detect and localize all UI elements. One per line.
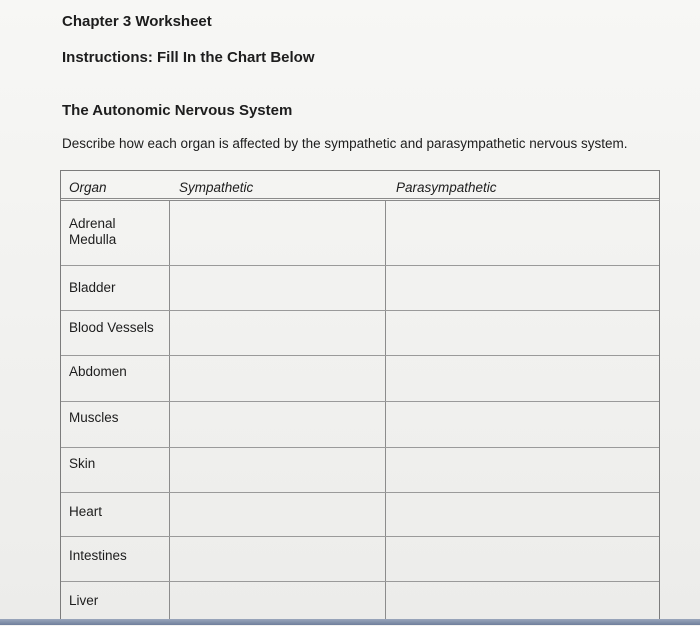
sympathetic-cell[interactable] (170, 402, 385, 447)
sympathetic-cell[interactable] (170, 493, 385, 536)
organ-label: Bladder (69, 280, 116, 295)
chart-row (61, 448, 659, 493)
chart-row (61, 537, 659, 582)
parasympathetic-cell[interactable] (386, 311, 659, 355)
chart-row (61, 493, 659, 537)
chart-row (61, 356, 659, 402)
organ-label: Liver (69, 593, 99, 608)
organ-label: Heart (69, 504, 103, 519)
organ-label: Intestines (69, 548, 127, 563)
chart-header-row (61, 171, 659, 201)
organ-label: Adrenal Medulla (69, 216, 117, 247)
chart-row (61, 266, 659, 311)
sympathetic-cell[interactable] (170, 448, 385, 492)
chart-row (61, 402, 659, 448)
chart-row (61, 311, 659, 356)
sympathetic-cell[interactable] (170, 266, 385, 310)
autonomic-chart (60, 170, 660, 625)
sympathetic-cell[interactable] (170, 356, 385, 401)
sympathetic-column-header: Sympathetic (179, 180, 254, 195)
section-heading: The Autonomic Nervous System (62, 102, 293, 119)
chart-row (61, 201, 659, 266)
organ-label: Abdomen (69, 364, 127, 379)
screen-bottom-edge (0, 619, 700, 625)
sympathetic-cell[interactable] (170, 201, 385, 265)
organ-label: Muscles (69, 410, 119, 425)
parasympathetic-cell[interactable] (386, 493, 659, 536)
parasympathetic-cell[interactable] (386, 537, 659, 581)
parasympathetic-column-header: Parasympathetic (396, 180, 497, 195)
organ-label: Skin (69, 456, 96, 471)
organ-column-header: Organ (69, 180, 107, 195)
sympathetic-cell[interactable] (170, 537, 385, 581)
worksheet-instructions: Instructions: Fill In the Chart Below (62, 49, 315, 66)
worksheet-title: Chapter 3 Worksheet (62, 13, 212, 30)
parasympathetic-cell[interactable] (386, 266, 659, 310)
parasympathetic-cell[interactable] (386, 448, 659, 492)
parasympathetic-cell[interactable] (386, 356, 659, 401)
organ-label: Blood Vessels (69, 320, 154, 335)
worksheet-description: Describe how each organ is affected by the sympathetic and parasympathetic nervous system. (62, 136, 628, 151)
parasympathetic-cell[interactable] (386, 402, 659, 447)
parasympathetic-cell[interactable] (386, 201, 659, 265)
sympathetic-cell[interactable] (170, 311, 385, 355)
